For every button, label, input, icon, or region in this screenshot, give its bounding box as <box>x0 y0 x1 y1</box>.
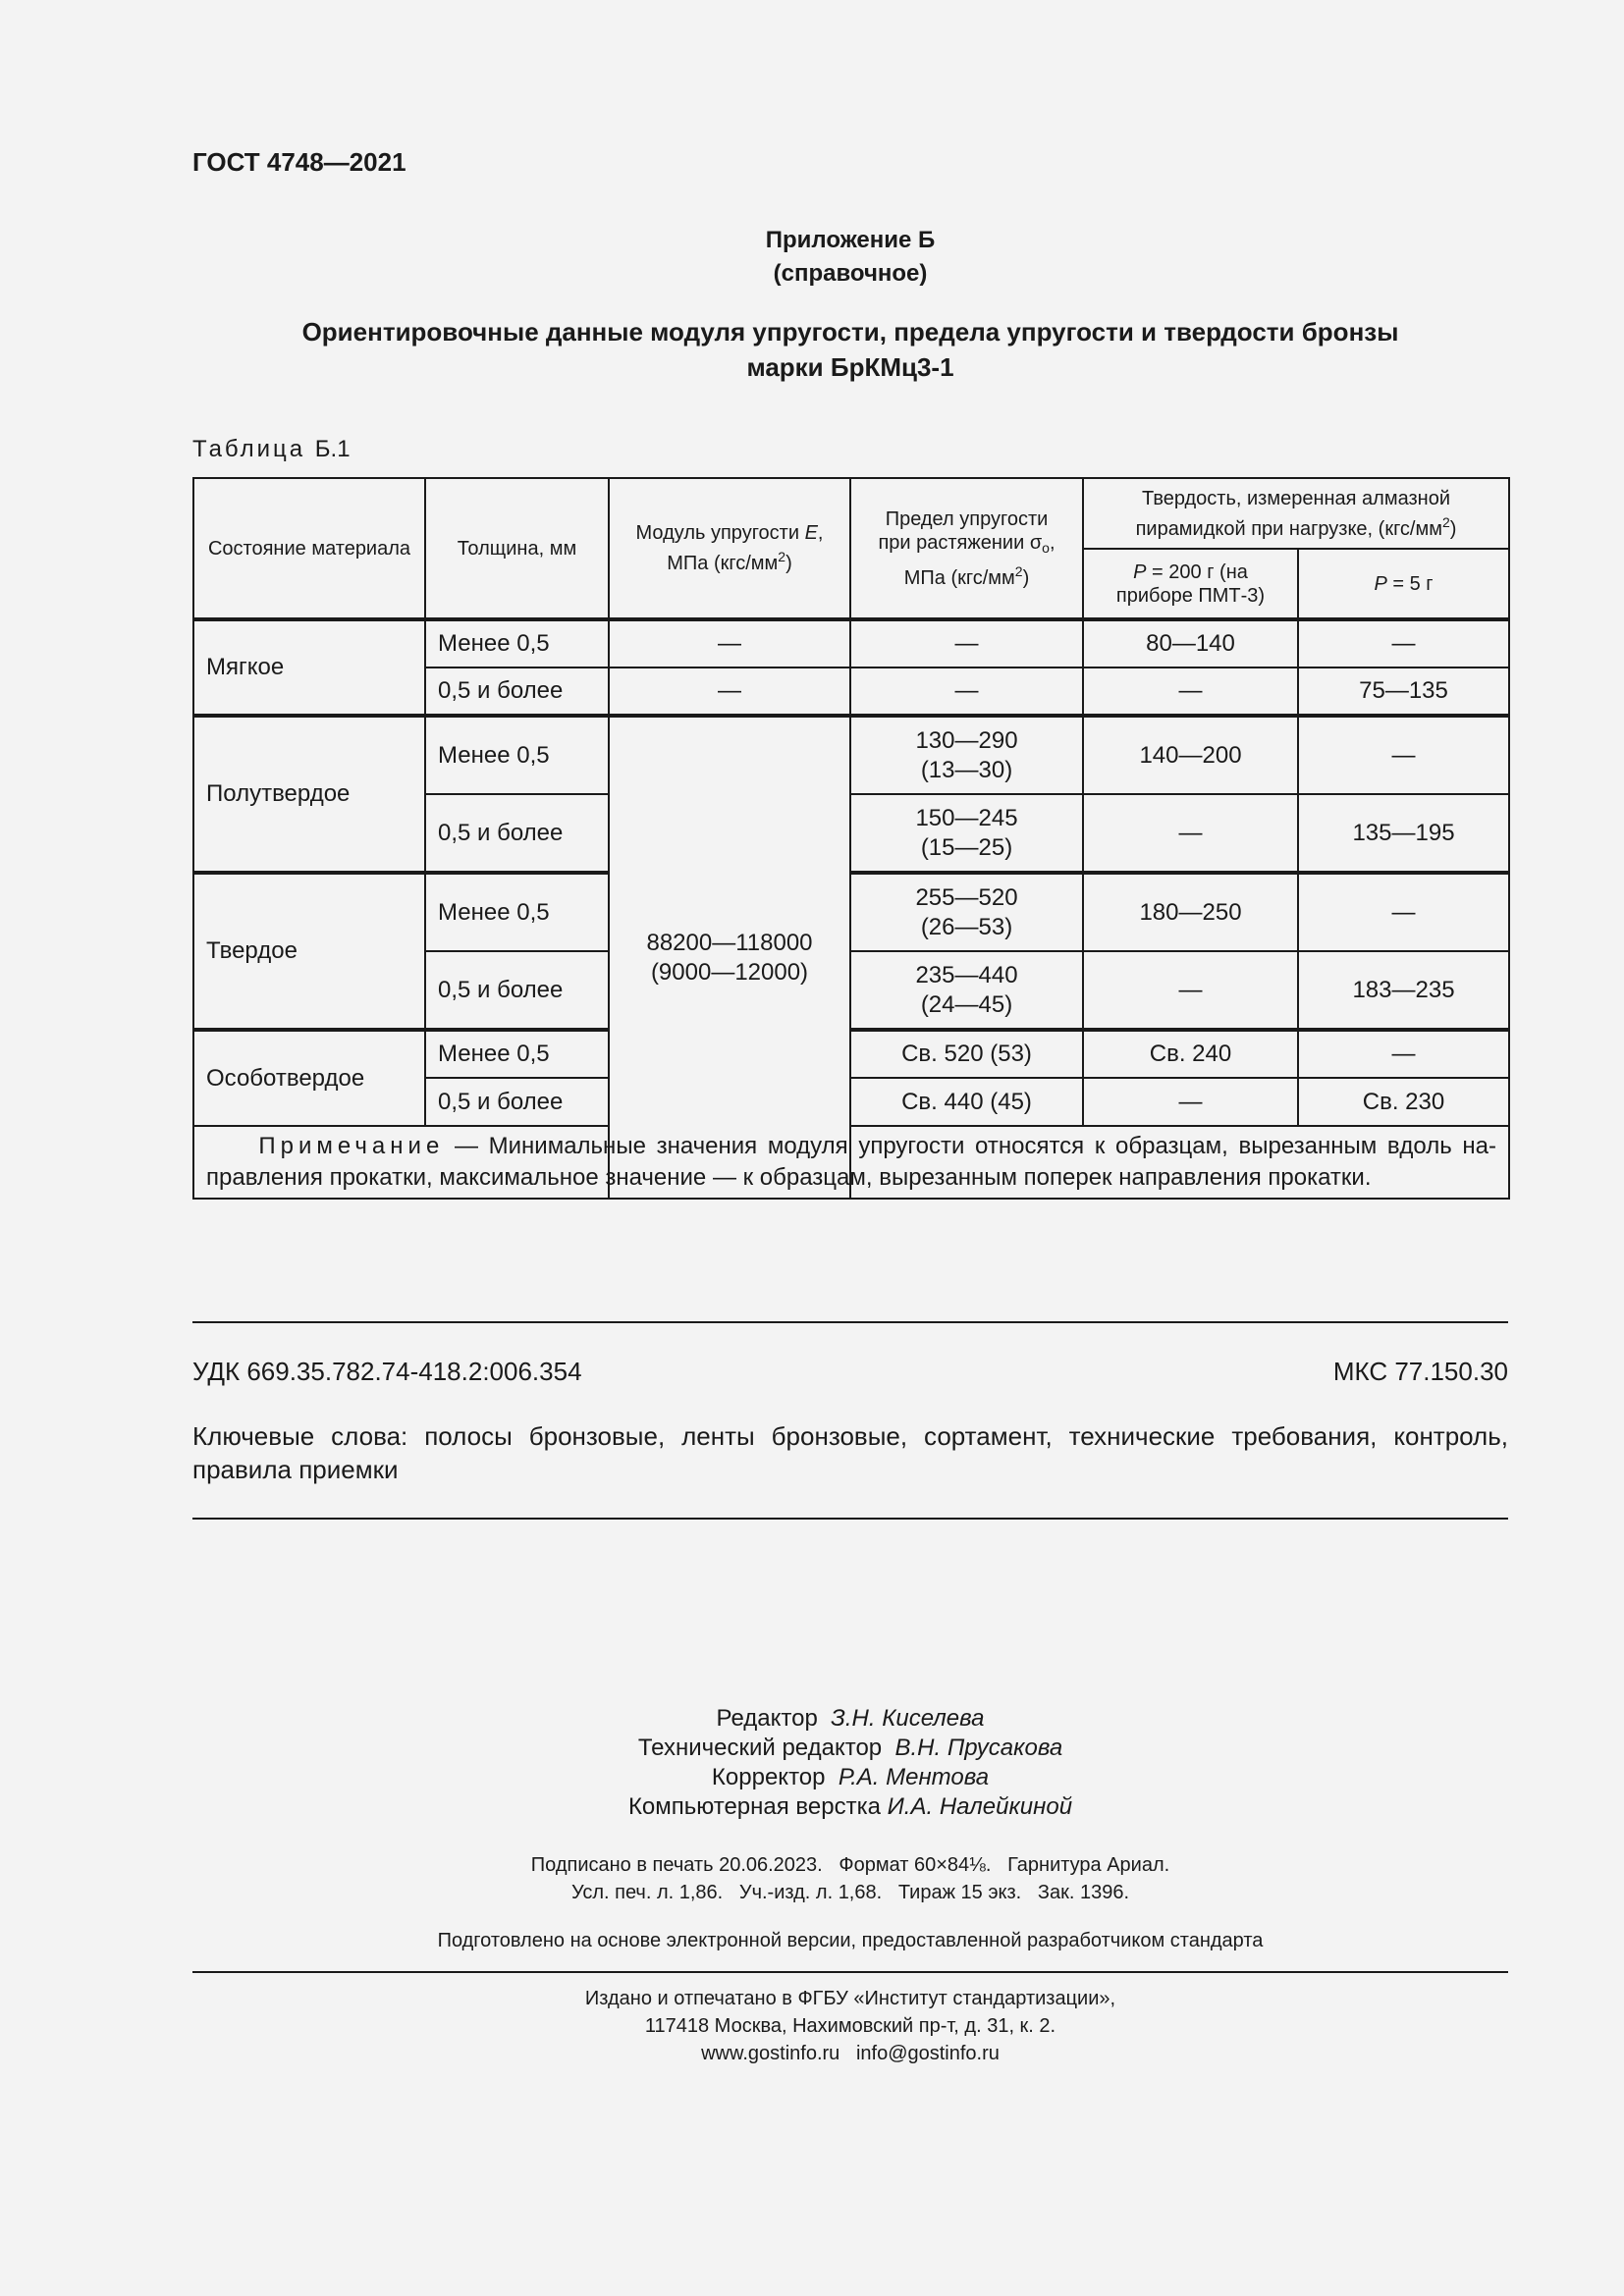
credit-row <box>192 1734 1508 1763</box>
header-p200-line1: = 200 г (на <box>1146 561 1248 583</box>
cell-p200: — <box>1083 794 1298 873</box>
annex-heading <box>192 224 1508 291</box>
cell-thickness: Менее 0,5 <box>425 716 609 794</box>
divider <box>192 1518 1508 1520</box>
cell-limit-mpa: 150—245 <box>915 804 1018 831</box>
cell-limit-mpa: 255—520 <box>915 883 1018 911</box>
cell-p200: 180—250 <box>1083 873 1298 951</box>
header-p5-text: = 5 г <box>1386 572 1434 595</box>
cell-thickness: 0,5 и более <box>425 667 609 716</box>
cell-limit-kgf: (26—53) <box>920 913 1013 940</box>
divider <box>192 1971 1508 1973</box>
note-label: Примечание <box>258 1133 445 1159</box>
header-limit-sup: 2 <box>1014 562 1023 579</box>
keywords <box>192 1419 1508 1486</box>
header-modulus-sup: 2 <box>778 549 786 564</box>
cell-limit <box>850 794 1083 873</box>
cell-limit <box>850 873 1083 951</box>
cell-p200: — <box>1083 1078 1298 1126</box>
cell-limit: — <box>850 619 1083 667</box>
cell-thickness: 0,5 и более <box>425 794 609 873</box>
cell-state: Особотвердое <box>193 1030 425 1126</box>
annex-title: Приложение Б <box>765 227 936 253</box>
mks-code: МКС 77.150.30 <box>1332 1357 1508 1386</box>
print-info-line1: Подписано в печать 20.06.2023. Формат 60×84⅛. Гарнитура Ариал. <box>530 1854 1170 1876</box>
header-modulus-text: Модуль упругости <box>635 522 805 544</box>
cell-limit-mpa: 130—290 <box>915 726 1018 754</box>
note-text: — Минимальные значения модуля упругости относятся к образцам, вырезанным вдоль на-правления прокатки, максимальное значение — к образцам, вырезанным поперек направления прокатки. <box>206 1133 1497 1191</box>
print-info-line2: Усл. печ. л. 1,86. Уч.-изд. л. 1,68. Тираж 15 экз. Зак. 1396. <box>570 1882 1130 1903</box>
header-limit-comma: , <box>1049 531 1056 554</box>
header-p200 <box>1083 549 1298 619</box>
cell-thickness: 0,5 и более <box>425 1078 609 1126</box>
cell-limit <box>850 716 1083 794</box>
prepared-note: Подготовлено на основе электронной версии, предоставленной разработчиком стандарта <box>437 1930 1264 1951</box>
table-caption-word: Таблица <box>192 436 306 462</box>
page-title-line2: марки БрКМц3-1 <box>746 352 954 382</box>
header-thickness: Толщина, мм <box>425 478 609 619</box>
modulus-value-range: 88200—118000 <box>646 929 813 956</box>
cell-limit: — <box>850 667 1083 716</box>
table-note <box>193 1126 1509 1199</box>
cell-p5: — <box>1298 619 1509 667</box>
page-title-line1: Ориентировочные данные модуля упругости, предела упругости и твердости бронзы <box>301 317 1399 347</box>
cell-p5: — <box>1298 873 1509 951</box>
header-hardness-line2: пирамидкой при нагрузке, (кгс/мм <box>1135 517 1442 540</box>
table-row <box>193 619 1509 667</box>
cell-limit-kgf: (13—30) <box>920 756 1013 783</box>
cell-state: Мягкое <box>193 619 425 716</box>
credit-name: В.Н. Прусакова <box>894 1735 1063 1761</box>
header-modulus-var: E <box>804 522 818 544</box>
credits <box>192 1704 1508 1822</box>
header-limit-close: ) <box>1022 566 1030 589</box>
cell-p5: — <box>1298 1030 1509 1078</box>
credit-name: И.А. Налейкиной <box>887 1793 1073 1820</box>
header-limit-line1: Предел упругости <box>885 507 1049 530</box>
header-p5 <box>1298 549 1509 619</box>
header-modulus-unit: МПа (кгс/мм <box>667 553 779 574</box>
credit-row <box>192 1763 1508 1792</box>
header-modulus <box>609 478 850 619</box>
cell-p5: Св. 230 <box>1298 1078 1509 1126</box>
cell-modulus: — <box>609 667 850 716</box>
header-p200-line2: приборе ПМТ-3) <box>1115 584 1266 607</box>
cell-limit-kgf: (15—25) <box>920 833 1013 861</box>
divider <box>192 1321 1508 1323</box>
cell-limit: Св. 520 (53) <box>850 1030 1083 1078</box>
credit-row <box>192 1792 1508 1822</box>
header-modulus-comma: , <box>817 522 824 544</box>
publisher-line1: Издано и отпечатано в ФГБУ «Институт стандартизации», <box>584 1988 1116 2009</box>
cell-limit <box>850 951 1083 1030</box>
header-modulus-close: ) <box>785 553 792 574</box>
cell-thickness: Менее 0,5 <box>425 1030 609 1078</box>
header-p200-var: P <box>1133 561 1147 583</box>
publisher-line2: 117418 Москва, Нахимовский пр-т, д. 31, к. 2. <box>644 2015 1056 2037</box>
document-code: ГОСТ 4748—2021 <box>192 147 406 177</box>
header-hardness-line1: Твердость, измеренная алмазной <box>1141 487 1451 509</box>
publisher-info <box>192 1985 1508 2067</box>
modulus-value-kgf: (9000—12000) <box>650 958 809 986</box>
table-caption <box>192 436 351 463</box>
cell-p200: 140—200 <box>1083 716 1298 794</box>
udc-code: УДК 669.35.782.74-418.2:006.354 <box>192 1357 582 1386</box>
keywords-line1: Ключевые слова: полосы бронзовые, ленты бронзовые, сортамент, технические требования, контроль, <box>192 1421 1508 1451</box>
cell-state: Полутвердое <box>193 716 425 873</box>
cell-p200: 80—140 <box>1083 619 1298 667</box>
header-hardness-close: ) <box>1449 517 1457 540</box>
credit-role: Редактор <box>716 1705 818 1732</box>
cell-thickness: Менее 0,5 <box>425 873 609 951</box>
annex-type: (справочное) <box>773 260 928 287</box>
credit-role: Технический редактор <box>637 1735 883 1761</box>
table-note-row <box>193 1126 1509 1199</box>
header-state: Состояние материала <box>193 478 425 619</box>
table-caption-number: Б.1 <box>314 436 351 462</box>
document-page <box>192 0 1508 2296</box>
credit-row <box>192 1704 1508 1734</box>
cell-limit-mpa: 235—440 <box>915 961 1018 988</box>
cell-p5: 135—195 <box>1298 794 1509 873</box>
table-row <box>193 1030 1509 1078</box>
header-limit-line2: при растяжении σ <box>878 531 1043 554</box>
keywords-line2: правила приемки <box>192 1455 399 1484</box>
print-info <box>192 1851 1508 1906</box>
table-row <box>193 873 1509 951</box>
cell-limit-kgf: (24—45) <box>920 990 1013 1018</box>
cell-p5: — <box>1298 716 1509 794</box>
cell-thickness: 0,5 и более <box>425 951 609 1030</box>
publisher-line3: www.gostinfo.ru info@gostinfo.ru <box>701 2043 1000 2064</box>
page-title <box>192 314 1508 385</box>
header-elastic-limit <box>850 478 1083 619</box>
header-hardness <box>1083 478 1509 549</box>
cell-p200: — <box>1083 667 1298 716</box>
credit-role: Корректор <box>711 1764 826 1790</box>
credit-role: Компьютерная верстка <box>627 1793 881 1820</box>
credit-name: Р.А. Ментова <box>838 1764 990 1790</box>
cell-p5: 75—135 <box>1298 667 1509 716</box>
table-row <box>193 716 1509 794</box>
header-hardness-sup: 2 <box>1441 513 1450 530</box>
cell-thickness: Менее 0,5 <box>425 619 609 667</box>
header-limit-sub: о <box>1042 539 1050 556</box>
header-limit-unit: МПа (кгс/мм <box>903 566 1015 589</box>
cell-modulus: — <box>609 619 850 667</box>
cell-p5: 183—235 <box>1298 951 1509 1030</box>
header-p5-var: P <box>1374 572 1387 595</box>
credit-name: З.Н. Киселева <box>831 1705 985 1732</box>
properties-table <box>192 477 1510 1200</box>
cell-p200: — <box>1083 951 1298 1030</box>
cell-p200: Св. 240 <box>1083 1030 1298 1078</box>
cell-limit: Св. 440 (45) <box>850 1078 1083 1126</box>
cell-state: Твердое <box>193 873 425 1030</box>
